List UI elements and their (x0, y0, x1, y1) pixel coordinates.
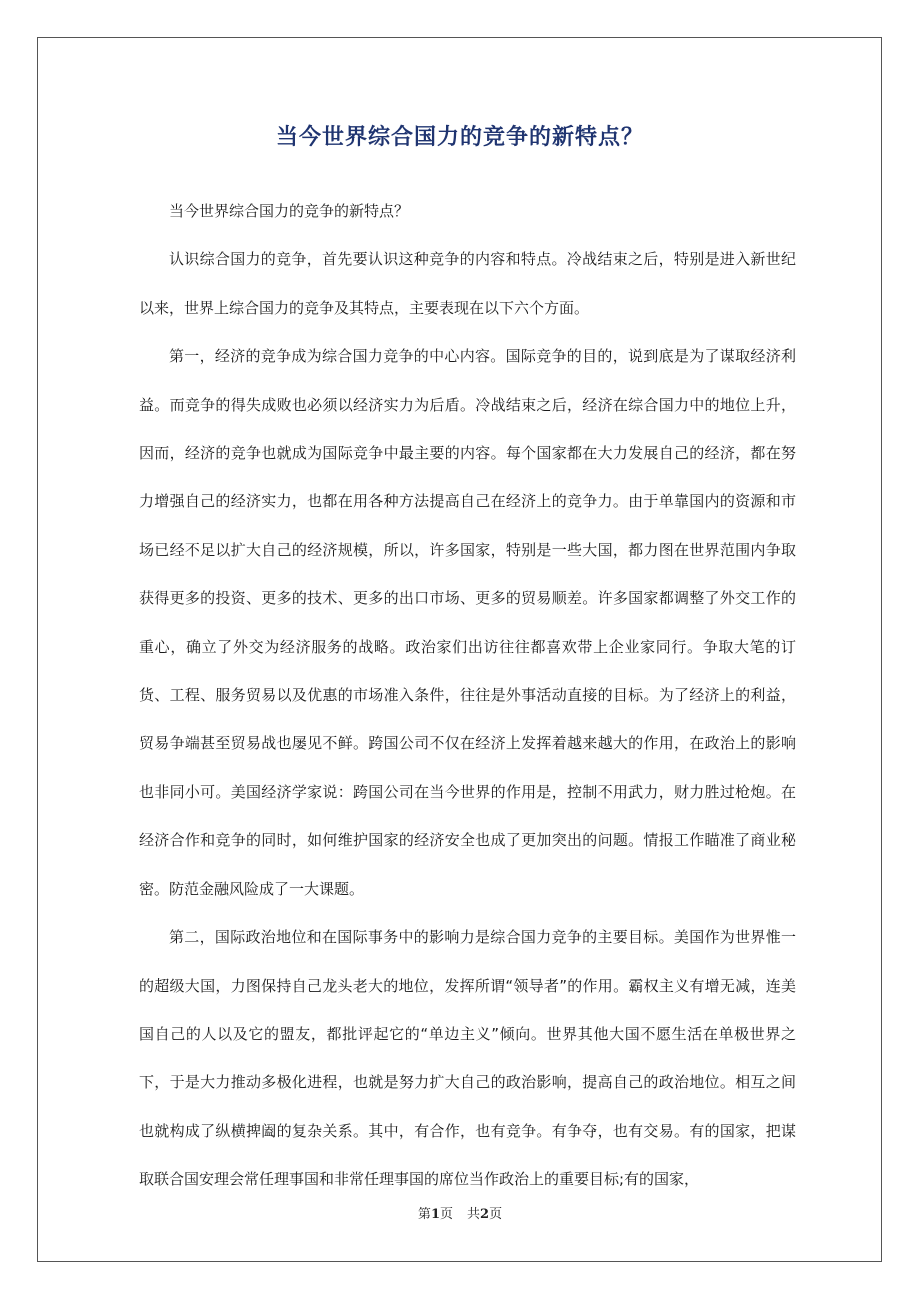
total-prefix: 共 (467, 1207, 481, 1222)
page-footer (0, 1205, 920, 1225)
page-unit: 页 (439, 1207, 453, 1222)
document-title: 当今世界综合国力的竞争的新特点？ (275, 125, 644, 150)
current-page-number: 1 (430, 1207, 440, 1222)
paragraph-subtitle: 当今世界综合国力的竞争的新特点？ (169, 202, 410, 220)
total-unit: 页 (489, 1207, 503, 1222)
paragraph-first-point: 第一，经济的竞争成为综合国力竞争的中心内容。国际竞争的目的，说到底是为了谋取经济利益。而竞争的得失成败也必须以经济实力为后盾。冷战结束之后，经济在综合国力中的地位上升，因而，经济的竞争也就成为国际竞争中最主要的内容。每个国家都在大力发展自己的经济，都在努力增强自己的经济实力，也都在用各种方法提高自己在经济上的竞争力。由于单靠国内的资源和市场已经不足以扩大自己的经济规模，所以，许多国家，特别是一些大国，都力图在世界范围内争取获得更多的投资、更多的技术、更多的出口市场、更多的贸易顺差。许多国家都调整了外交工作的重心，确立了外交为经济服务的战略。政治家们出访往往都喜欢带上企业家同行。争取大笔的订货、工程、服务贸易以及优惠的市场准入条件，往往是外事活动直接的目标。为了经济上的利益，贸易争端甚至贸易战也屡见不鲜。跨国公司不仅在经济上发挥着越来越大的作用，在政治上的影响也非同小可。美国经济学家说：跨国公司在当今世界的作用是，控制不用武力，财力胜过枪炮。在经济合作和竞争的同时，如何维护国家的经济安全也成了更加突出的问题。情报工作瞄准了商业秘密。防范金融风险成了一大课题。 (139, 347, 796, 898)
document-body (139, 187, 796, 1204)
page-prefix: 第 (417, 1207, 431, 1222)
paragraph-intro: 认识综合国力的竞争，首先要认识这种竞争的内容和特点。冷战结束之后，特别是进入新世纪以来，世界上综合国力的竞争及其特点，主要表现在以下六个方面。 (139, 250, 796, 317)
paragraph-second-point: 第二，国际政治地位和在国际事务中的影响力是综合国力竞争的主要目标。美国作为世界惟一的超级大国，力图保持自己龙头老大的地位，发挥所谓“领导者”的作用。霸权主义有增无减，连美国自己的人以及它的盟友，都批评起它的“单边主义”倾向。世界其他大国不愿生活在单极世界之下，于是大力推动多极化进程，也就是努力扩大自己的政治影响，提高自己的政治地位。相互之间也就构成了纵横捭阖的复杂关系。其中，有合作，也有竞争。有争夺，也有交易。有的国家，把谋取联合国安理会常任理事国和非常任理事国的席位当作政治上的重要目标;有的国家， (139, 928, 796, 1189)
total-pages-number: 2 (480, 1207, 490, 1222)
